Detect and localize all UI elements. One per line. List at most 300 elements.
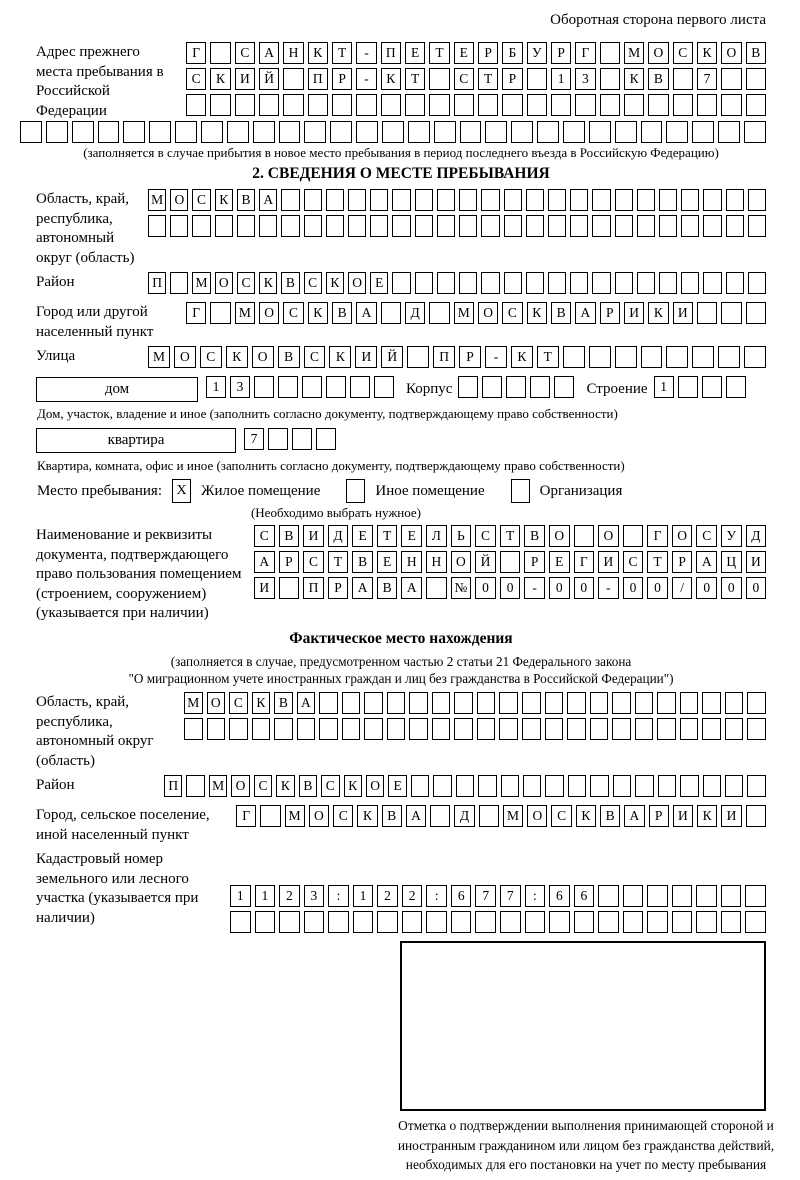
char-box[interactable]: П <box>381 42 401 64</box>
char-box[interactable] <box>680 718 699 740</box>
char-box[interactable] <box>666 346 688 368</box>
char-box[interactable] <box>725 775 743 797</box>
char-box[interactable]: А <box>406 805 426 827</box>
char-box[interactable]: А <box>624 805 644 827</box>
char-box[interactable] <box>549 911 570 933</box>
char-box[interactable] <box>279 577 300 599</box>
char-box[interactable] <box>374 376 394 398</box>
char-box[interactable] <box>721 94 741 116</box>
char-box[interactable] <box>567 718 586 740</box>
char-box[interactable] <box>148 215 166 237</box>
char-box[interactable] <box>210 302 230 324</box>
char-box[interactable]: 6 <box>549 885 570 907</box>
char-box[interactable] <box>506 376 526 398</box>
char-box[interactable] <box>478 775 496 797</box>
char-box[interactable] <box>459 215 477 237</box>
char-box[interactable]: О <box>215 272 233 294</box>
char-box[interactable]: К <box>576 805 596 827</box>
char-box[interactable]: С <box>254 775 272 797</box>
char-box[interactable] <box>170 272 188 294</box>
char-box[interactable] <box>511 121 533 143</box>
char-box[interactable]: Г <box>575 42 595 64</box>
char-box[interactable]: И <box>598 551 619 573</box>
char-box[interactable]: К <box>381 68 401 90</box>
char-box[interactable]: С <box>673 42 693 64</box>
char-box[interactable] <box>527 94 547 116</box>
char-box[interactable]: : <box>525 885 546 907</box>
char-box[interactable] <box>255 911 276 933</box>
char-box[interactable]: П <box>164 775 182 797</box>
char-box[interactable] <box>332 94 352 116</box>
char-box[interactable] <box>615 215 633 237</box>
char-box[interactable] <box>437 272 455 294</box>
char-box[interactable] <box>615 121 637 143</box>
char-box[interactable] <box>356 94 376 116</box>
char-box[interactable] <box>123 121 145 143</box>
char-box[interactable] <box>426 577 447 599</box>
char-box[interactable]: В <box>524 525 545 547</box>
char-box[interactable]: К <box>329 346 351 368</box>
char-box[interactable] <box>570 215 588 237</box>
char-box[interactable] <box>252 718 271 740</box>
char-box[interactable]: П <box>148 272 166 294</box>
char-box[interactable] <box>635 775 653 797</box>
char-box[interactable]: В <box>377 577 398 599</box>
char-box[interactable]: Н <box>426 551 447 573</box>
char-box[interactable] <box>304 121 326 143</box>
char-box[interactable]: А <box>575 302 595 324</box>
char-box[interactable] <box>696 885 717 907</box>
char-box[interactable] <box>415 215 433 237</box>
char-box[interactable]: Г <box>647 525 668 547</box>
char-box[interactable] <box>673 94 693 116</box>
char-box[interactable] <box>612 692 631 714</box>
char-box[interactable] <box>673 68 693 90</box>
char-box[interactable] <box>429 302 449 324</box>
char-box[interactable] <box>319 718 338 740</box>
char-box[interactable] <box>681 215 699 237</box>
char-box[interactable] <box>575 94 595 116</box>
char-box[interactable] <box>659 272 677 294</box>
char-box[interactable] <box>381 302 401 324</box>
char-box[interactable] <box>475 911 496 933</box>
char-box[interactable] <box>500 551 521 573</box>
char-box[interactable] <box>702 376 722 398</box>
char-box[interactable]: М <box>624 42 644 64</box>
char-box[interactable] <box>703 189 721 211</box>
char-box[interactable]: Р <box>600 302 620 324</box>
char-box[interactable]: Т <box>478 68 498 90</box>
char-box[interactable] <box>402 911 423 933</box>
char-box[interactable] <box>527 68 547 90</box>
char-box[interactable]: 3 <box>575 68 595 90</box>
char-box[interactable]: И <box>355 346 377 368</box>
char-box[interactable] <box>319 692 338 714</box>
char-box[interactable] <box>537 121 559 143</box>
char-box[interactable]: К <box>527 302 547 324</box>
char-box[interactable] <box>635 718 654 740</box>
char-box[interactable]: 7 <box>475 885 496 907</box>
char-box[interactable] <box>680 775 698 797</box>
char-box[interactable]: Р <box>328 577 349 599</box>
char-box[interactable]: В <box>299 775 317 797</box>
char-box[interactable]: Н <box>401 551 422 573</box>
char-box[interactable]: К <box>276 775 294 797</box>
char-box[interactable]: Д <box>328 525 349 547</box>
char-box[interactable] <box>554 376 574 398</box>
char-box[interactable] <box>697 302 717 324</box>
char-box[interactable]: Е <box>401 525 422 547</box>
char-box[interactable] <box>624 94 644 116</box>
char-box[interactable] <box>274 718 293 740</box>
char-box[interactable] <box>477 718 496 740</box>
char-box[interactable]: С <box>200 346 222 368</box>
char-box[interactable]: Р <box>459 346 481 368</box>
char-box[interactable]: 0 <box>623 577 644 599</box>
char-box[interactable] <box>432 692 451 714</box>
char-box[interactable]: О <box>451 551 472 573</box>
char-box[interactable]: - <box>524 577 545 599</box>
char-box[interactable] <box>348 189 366 211</box>
char-box[interactable]: К <box>226 346 248 368</box>
char-box[interactable] <box>592 215 610 237</box>
char-box[interactable]: О <box>721 42 741 64</box>
char-box[interactable] <box>703 775 721 797</box>
char-box[interactable]: М <box>285 805 305 827</box>
char-box[interactable] <box>545 775 563 797</box>
char-box[interactable] <box>612 718 631 740</box>
char-box[interactable] <box>647 885 668 907</box>
char-box[interactable] <box>692 346 714 368</box>
char-box[interactable]: А <box>297 692 316 714</box>
char-box[interactable]: С <box>229 692 248 714</box>
char-box[interactable]: 6 <box>451 885 472 907</box>
char-box[interactable] <box>415 189 433 211</box>
char-box[interactable] <box>525 911 546 933</box>
char-box[interactable] <box>702 692 721 714</box>
char-box[interactable] <box>230 911 251 933</box>
checkbox-organizatsiya[interactable] <box>511 479 530 503</box>
char-box[interactable]: 1 <box>230 885 251 907</box>
char-box[interactable]: К <box>624 68 644 90</box>
char-box[interactable]: И <box>235 68 255 90</box>
char-box[interactable] <box>647 911 668 933</box>
char-box[interactable]: В <box>352 551 373 573</box>
char-box[interactable] <box>215 215 233 237</box>
char-box[interactable]: К <box>308 42 328 64</box>
char-box[interactable] <box>745 885 766 907</box>
char-box[interactable] <box>477 692 496 714</box>
char-box[interactable]: 2 <box>402 885 423 907</box>
char-box[interactable] <box>526 215 544 237</box>
char-box[interactable]: Е <box>352 525 373 547</box>
char-box[interactable] <box>721 911 742 933</box>
char-box[interactable]: О <box>366 775 384 797</box>
char-box[interactable]: 3 <box>304 885 325 907</box>
char-box[interactable] <box>502 94 522 116</box>
char-box[interactable]: О <box>672 525 693 547</box>
char-box[interactable] <box>381 94 401 116</box>
char-box[interactable] <box>326 215 344 237</box>
char-box[interactable] <box>746 94 766 116</box>
char-box[interactable]: К <box>210 68 230 90</box>
char-box[interactable]: С <box>237 272 255 294</box>
char-box[interactable]: 1 <box>551 68 571 90</box>
char-box[interactable]: Р <box>279 551 300 573</box>
char-box[interactable]: / <box>672 577 693 599</box>
char-box[interactable]: О <box>549 525 570 547</box>
char-box[interactable]: С <box>235 42 255 64</box>
char-box[interactable]: - <box>598 577 619 599</box>
char-box[interactable] <box>746 68 766 90</box>
char-box[interactable] <box>415 272 433 294</box>
char-box[interactable]: Т <box>500 525 521 547</box>
checkbox-zhiloe[interactable]: X <box>172 479 191 503</box>
char-box[interactable] <box>46 121 68 143</box>
char-box[interactable] <box>657 718 676 740</box>
char-box[interactable]: Л <box>426 525 447 547</box>
char-box[interactable]: Р <box>551 42 571 64</box>
char-box[interactable] <box>681 272 699 294</box>
char-box[interactable] <box>523 775 541 797</box>
char-box[interactable]: О <box>478 302 498 324</box>
char-box[interactable] <box>589 121 611 143</box>
char-box[interactable] <box>718 121 740 143</box>
char-box[interactable]: М <box>184 692 203 714</box>
char-box[interactable]: 7 <box>500 885 521 907</box>
char-box[interactable]: 0 <box>574 577 595 599</box>
char-box[interactable] <box>501 775 519 797</box>
char-box[interactable]: К <box>511 346 533 368</box>
char-box[interactable]: 1 <box>206 376 226 398</box>
char-box[interactable] <box>522 692 541 714</box>
char-box[interactable]: 7 <box>697 68 717 90</box>
char-box[interactable] <box>545 692 564 714</box>
char-box[interactable]: М <box>235 302 255 324</box>
char-box[interactable]: Т <box>647 551 668 573</box>
char-box[interactable] <box>563 121 585 143</box>
char-box[interactable] <box>592 272 610 294</box>
char-box[interactable] <box>454 692 473 714</box>
char-box[interactable]: Е <box>388 775 406 797</box>
char-box[interactable]: К <box>357 805 377 827</box>
char-box[interactable] <box>20 121 42 143</box>
char-box[interactable] <box>748 189 766 211</box>
char-box[interactable]: Е <box>405 42 425 64</box>
char-box[interactable]: С <box>333 805 353 827</box>
char-box[interactable]: Г <box>186 42 206 64</box>
char-box[interactable]: С <box>192 189 210 211</box>
checkbox-inoe[interactable] <box>346 479 365 503</box>
char-box[interactable]: 0 <box>696 577 717 599</box>
char-box[interactable] <box>392 189 410 211</box>
char-box[interactable]: Т <box>537 346 559 368</box>
char-box[interactable]: К <box>326 272 344 294</box>
char-box[interactable]: Т <box>332 42 352 64</box>
char-box[interactable]: 1 <box>255 885 276 907</box>
char-box[interactable]: Р <box>649 805 669 827</box>
char-box[interactable] <box>279 911 300 933</box>
char-box[interactable]: А <box>696 551 717 573</box>
char-box[interactable] <box>641 121 663 143</box>
char-box[interactable]: С <box>186 68 206 90</box>
char-box[interactable]: Д <box>405 302 425 324</box>
char-box[interactable] <box>429 68 449 90</box>
char-box[interactable] <box>598 885 619 907</box>
char-box[interactable]: А <box>356 302 376 324</box>
char-box[interactable] <box>747 718 766 740</box>
char-box[interactable] <box>658 775 676 797</box>
char-box[interactable]: 0 <box>746 577 767 599</box>
char-box[interactable] <box>342 692 361 714</box>
char-box[interactable]: К <box>648 302 668 324</box>
char-box[interactable]: А <box>259 42 279 64</box>
char-box[interactable] <box>718 346 740 368</box>
char-box[interactable] <box>253 121 275 143</box>
char-box[interactable]: О <box>598 525 619 547</box>
char-box[interactable]: Й <box>259 68 279 90</box>
char-box[interactable] <box>481 189 499 211</box>
char-box[interactable] <box>328 911 349 933</box>
char-box[interactable] <box>175 121 197 143</box>
char-box[interactable]: С <box>303 551 324 573</box>
char-box[interactable] <box>370 215 388 237</box>
char-box[interactable]: 2 <box>377 885 398 907</box>
char-box[interactable] <box>574 911 595 933</box>
char-box[interactable] <box>623 525 644 547</box>
char-box[interactable]: Р <box>478 42 498 64</box>
char-box[interactable]: С <box>254 525 275 547</box>
char-box[interactable]: 1 <box>353 885 374 907</box>
char-box[interactable]: А <box>254 551 275 573</box>
char-box[interactable] <box>348 215 366 237</box>
char-box[interactable]: И <box>673 805 693 827</box>
char-box[interactable]: Д <box>454 805 474 827</box>
char-box[interactable] <box>726 215 744 237</box>
char-box[interactable] <box>426 911 447 933</box>
char-box[interactable]: Е <box>549 551 570 573</box>
char-box[interactable] <box>308 94 328 116</box>
char-box[interactable] <box>545 718 564 740</box>
char-box[interactable]: В <box>551 302 571 324</box>
char-box[interactable] <box>229 718 248 740</box>
char-box[interactable]: А <box>401 577 422 599</box>
char-box[interactable] <box>504 189 522 211</box>
char-box[interactable] <box>504 272 522 294</box>
char-box[interactable] <box>479 805 499 827</box>
char-box[interactable] <box>433 775 451 797</box>
char-box[interactable]: У <box>721 525 742 547</box>
char-box[interactable]: - <box>485 346 507 368</box>
char-box[interactable]: - <box>356 68 376 90</box>
char-box[interactable] <box>382 121 404 143</box>
char-box[interactable] <box>726 189 744 211</box>
char-box[interactable] <box>748 215 766 237</box>
char-box[interactable]: К <box>215 189 233 211</box>
char-box[interactable]: Д <box>746 525 767 547</box>
char-box[interactable]: С <box>283 302 303 324</box>
char-box[interactable]: В <box>237 189 255 211</box>
char-box[interactable] <box>302 376 322 398</box>
char-box[interactable] <box>598 911 619 933</box>
char-box[interactable] <box>434 121 456 143</box>
char-box[interactable] <box>432 718 451 740</box>
char-box[interactable] <box>330 121 352 143</box>
char-box[interactable] <box>672 885 693 907</box>
char-box[interactable] <box>292 428 312 450</box>
char-box[interactable] <box>623 911 644 933</box>
char-box[interactable]: М <box>192 272 210 294</box>
char-box[interactable] <box>499 692 518 714</box>
char-box[interactable] <box>437 215 455 237</box>
char-box[interactable]: В <box>332 302 352 324</box>
char-box[interactable] <box>657 692 676 714</box>
char-box[interactable]: П <box>433 346 455 368</box>
char-box[interactable]: В <box>382 805 402 827</box>
char-box[interactable]: С <box>454 68 474 90</box>
char-box[interactable] <box>678 376 698 398</box>
char-box[interactable] <box>500 911 521 933</box>
char-box[interactable] <box>504 215 522 237</box>
char-box[interactable]: К <box>259 272 277 294</box>
char-box[interactable] <box>680 692 699 714</box>
char-box[interactable] <box>697 94 717 116</box>
char-box[interactable]: Р <box>524 551 545 573</box>
char-box[interactable]: 0 <box>549 577 570 599</box>
char-box[interactable]: М <box>148 189 166 211</box>
char-box[interactable] <box>499 718 518 740</box>
char-box[interactable]: Е <box>370 272 388 294</box>
char-box[interactable] <box>615 346 637 368</box>
char-box[interactable]: С <box>475 525 496 547</box>
char-box[interactable]: С <box>623 551 644 573</box>
char-box[interactable]: М <box>209 775 227 797</box>
char-box[interactable]: С <box>551 805 571 827</box>
char-box[interactable]: 3 <box>230 376 250 398</box>
char-box[interactable] <box>725 718 744 740</box>
char-box[interactable]: В <box>746 42 766 64</box>
char-box[interactable] <box>409 692 428 714</box>
char-box[interactable] <box>268 428 288 450</box>
char-box[interactable] <box>681 189 699 211</box>
char-box[interactable] <box>721 885 742 907</box>
char-box[interactable]: М <box>454 302 474 324</box>
char-box[interactable]: А <box>352 577 373 599</box>
char-box[interactable] <box>149 121 171 143</box>
char-box[interactable] <box>409 718 428 740</box>
char-box[interactable]: О <box>207 692 226 714</box>
char-box[interactable] <box>666 121 688 143</box>
char-box[interactable]: С <box>321 775 339 797</box>
char-box[interactable] <box>326 189 344 211</box>
char-box[interactable]: О <box>309 805 329 827</box>
char-box[interactable] <box>297 718 316 740</box>
char-box[interactable] <box>485 121 507 143</box>
char-box[interactable] <box>744 346 766 368</box>
char-box[interactable] <box>551 94 571 116</box>
char-box[interactable]: В <box>274 692 293 714</box>
char-box[interactable]: 0 <box>647 577 668 599</box>
char-box[interactable]: В <box>600 805 620 827</box>
char-box[interactable] <box>377 911 398 933</box>
char-box[interactable] <box>522 718 541 740</box>
char-box[interactable]: Н <box>283 42 303 64</box>
char-box[interactable] <box>637 189 655 211</box>
char-box[interactable]: Р <box>332 68 352 90</box>
char-box[interactable] <box>747 775 765 797</box>
char-box[interactable]: - <box>356 42 376 64</box>
char-box[interactable]: П <box>308 68 328 90</box>
